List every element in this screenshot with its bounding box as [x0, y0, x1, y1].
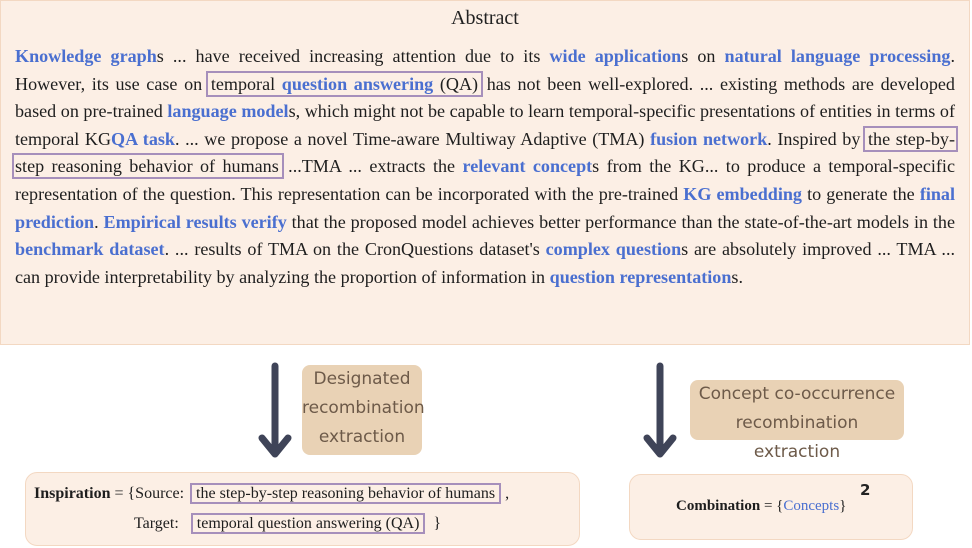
keyword: question representation — [549, 266, 732, 287]
keyword: final prediction — [15, 183, 956, 232]
highlight-source-phrase: the step-by-step reasoning behavior of humans — [15, 128, 955, 177]
tag-line: extraction — [318, 427, 406, 447]
tag-line: recombination extraction — [735, 413, 859, 462]
highlight-target-phrase — [209, 74, 480, 94]
text-span: s are absolutely improved ... TMA ... can provide interpretability by analyzing the proportion of information in — [15, 239, 956, 287]
keyword: language model — [167, 101, 289, 122]
inspiration-target: temporal question answering (QA) — [193, 515, 424, 532]
keyword: natural language processing — [724, 46, 951, 66]
comma: , — [505, 485, 510, 502]
text-span: . ... results of TMA on the CronQuestions dataset's — [164, 239, 546, 260]
text-span: has not been well-explored. ... existing methods are developed based on pre-trained — [15, 73, 955, 122]
keyword: Empirical results verify — [103, 211, 287, 232]
combination-label: Combination — [676, 498, 761, 514]
text-span: . — [94, 211, 104, 232]
combination-exponent: 2 — [860, 481, 871, 499]
text-span: . However, its use case on — [15, 46, 955, 94]
combination-close: } — [839, 498, 847, 514]
target-label: Target: — [134, 515, 179, 532]
keyword: KG embedding — [683, 183, 802, 204]
text-span: s from the KG... to produce a temporal-specific representation of the question. This representation can be incorporated with the pre-trained — [15, 156, 955, 204]
text-span: ...TMA ... extracts the — [280, 156, 463, 177]
text-span: temporal — [210, 73, 282, 94]
close-brace: } — [433, 515, 442, 532]
text-span: . Inspired by — [767, 128, 866, 149]
left-down-arrow — [258, 362, 292, 460]
text-span: to generate the — [801, 183, 920, 204]
tag-line: Designated — [313, 369, 411, 389]
inspiration-label: Inspiration — [34, 485, 111, 502]
abstract-title: Abstract — [451, 7, 519, 29]
keyword: wide application — [549, 46, 682, 66]
keyword: complex question — [545, 239, 682, 260]
keyword: relevant concept — [462, 156, 593, 177]
text-span: (QA) — [433, 73, 479, 94]
tag-line: Concept co-occurrence — [698, 384, 896, 404]
keyword: benchmark dataset — [15, 239, 165, 260]
inspiration-source: the step-by-step reasoning behavior of humans — [192, 485, 499, 502]
right-down-arrow — [643, 362, 677, 460]
text-span: s ... have received increasing attention due to its — [156, 46, 550, 66]
keyword: Knowledge graph — [15, 46, 157, 66]
tag-line: recombination — [302, 398, 425, 418]
text-span: s on — [681, 46, 725, 66]
keyword: question answering — [281, 73, 434, 94]
concept-cooccurrence-tag — [690, 380, 904, 462]
keyword: fusion network — [650, 128, 768, 149]
combination-value: Concepts — [783, 498, 840, 514]
combination-open: = { — [760, 498, 784, 514]
keyword: QA task — [111, 128, 175, 149]
text-span: s, which might not be capable to learn temporal-specific presentations of entities in terms of temporal KG — [15, 101, 955, 149]
inspiration-box — [25, 472, 580, 546]
text-span: . ... we propose a novel Time-aware Multiway Adaptive (TMA) — [174, 128, 651, 149]
designated-recombination-tag — [302, 365, 425, 455]
source-label: = {Source: — [110, 485, 185, 502]
abstract-text — [15, 43, 955, 291]
text-span: s. — [731, 266, 743, 287]
text-span: that the proposed model achieves better performance than the state-of-the-art models in the — [286, 211, 955, 232]
